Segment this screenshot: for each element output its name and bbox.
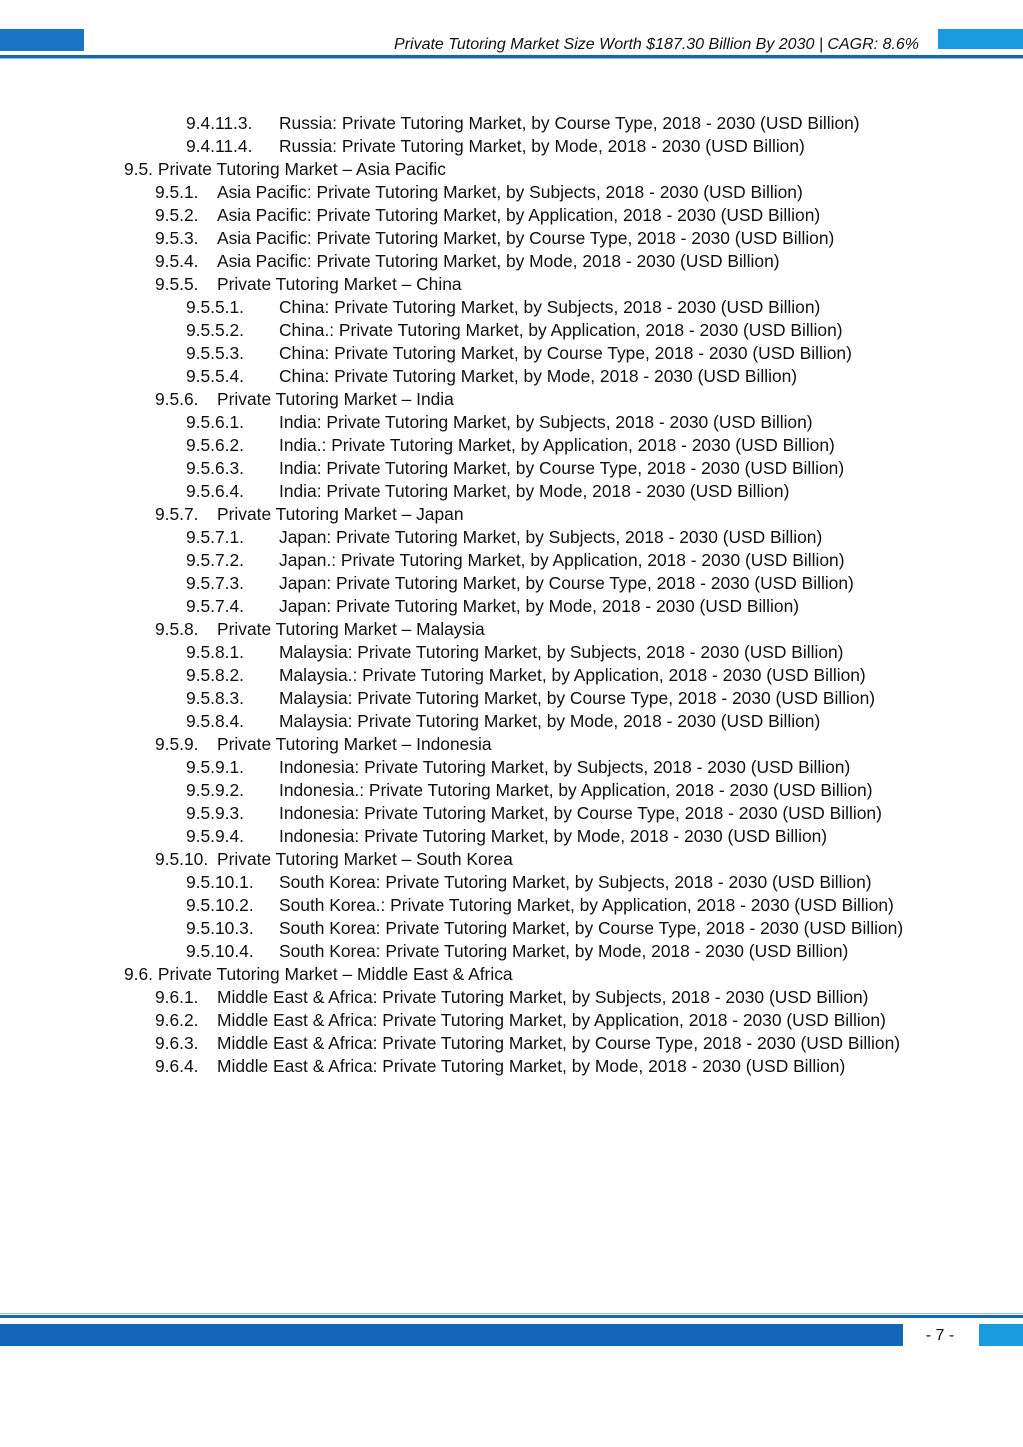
toc-entry [0,825,1023,848]
toc-entry [0,135,1023,158]
toc-entry [0,1009,973,1032]
header-title: Private Tutoring Market Size Worth $187.30 Billion By 2030 | CAGR: 8.6% [394,36,919,53]
toc-entry-title: Japan.: Private Tutoring Market, by Application, 2018 - 2030 (USD Billion) [279,550,845,570]
toc-entry-title: Private Tutoring Market – India [217,389,454,409]
toc-entry [0,687,930,710]
toc-entry-title: Malaysia.: Private Tutoring Market, by Application, 2018 - 2030 (USD Billion) [279,665,866,685]
toc-entry-title: Private Tutoring Market – China [217,274,462,294]
toc-entry-number: 9.6.3. [155,1033,199,1053]
toc-entry [0,779,930,802]
toc-entry-number: 9.5.10.3. [186,918,254,938]
toc-entry-number: 9.5.10. [155,849,209,869]
toc-entry-title: Russia: Private Tutoring Market, by Course Type, 2018 - 2030 (USD Billion) [279,113,860,133]
toc-entry-title: Private Tutoring Market – Japan [217,504,464,524]
toc-entry [0,549,1023,572]
toc-entry-number: 9.5.10.1. [186,872,254,892]
toc-entry-number: 9.5.9.1. [186,757,245,777]
toc-entry-title: Japan: Private Tutoring Market, by Course Type, 2018 - 2030 (USD Billion) [279,573,854,593]
toc-entry-title: Private Tutoring Market – Asia Pacific [157,159,446,179]
toc-entry [0,388,1023,411]
toc-entry-title: China: Private Tutoring Market, by Course Type, 2018 - 2030 (USD Billion) [279,343,852,363]
toc-entry-number: 9.5.8.2. [186,665,245,685]
toc-entry-title: Private Tutoring Market – Indonesia [217,734,492,754]
toc-entry [0,756,1023,779]
toc-entry-number: 9.6.2. [155,1010,199,1030]
toc-entry-number: 9.5.2. [155,205,199,225]
toc-entry-number: 9.5.9.2. [186,780,245,800]
toc-entry-title: India: Private Tutoring Market, by Course Type, 2018 - 2030 (USD Billion) [279,458,845,478]
toc-entry-number: 9.4.11.3. [186,113,253,133]
toc-entry [0,480,1023,503]
toc-entry-title: India.: Private Tutoring Market, by Application, 2018 - 2030 (USD Billion) [279,435,835,455]
toc-entry [0,342,1023,365]
toc-entry-title: Japan: Private Tutoring Market, by Subjects, 2018 - 2030 (USD Billion) [279,527,823,547]
toc-entry [0,296,1023,319]
toc-entry-number: 9.5.5.1. [186,297,245,317]
footer-accent-block [979,1324,1023,1346]
toc-entry-number: 9.5.6.1. [186,412,245,432]
toc-entry-number: 9.5.7.1. [186,527,245,547]
toc-entry-number: 9.5.7. [155,504,199,524]
toc-entry-number: 9.5.6.4. [186,481,245,501]
toc-entry [0,641,1023,664]
toc-entry [0,181,1023,204]
header-rule-light [0,58,1023,59]
toc-entry-title: Malaysia: Private Tutoring Market, by Subjects, 2018 - 2030 (USD Billion) [279,642,844,662]
toc-entry-number: 9.5.7.3. [186,573,245,593]
toc-entry [0,848,1023,871]
toc-entry [0,250,1023,273]
toc-entry-title: Middle East & Africa: Private Tutoring Market, by Subjects, 2018 - 2030 (USD Billion) [217,987,869,1007]
toc-entry [0,1055,1023,1078]
toc-entry [0,503,1023,526]
toc-entry [0,595,1023,618]
toc-entry-title: Private Tutoring Market – Malaysia [217,619,485,639]
toc-entry-number: 9.5.7.2. [186,550,245,570]
toc-entry-number: 9.6.4. [155,1056,199,1076]
toc-entry-title: Middle East & Africa: Private Tutoring Market, by Application, 2018 - 2030 (USD Billion) [217,1010,886,1030]
header-accent-block-left [0,29,84,51]
toc-entry-number: 9.5.5.4. [186,366,245,386]
toc-entry-number: 9.5.6.2. [186,435,245,455]
toc-entry-number: 9.5.8.3. [186,688,245,708]
toc-entry-title: Indonesia: Private Tutoring Market, by Course Type, 2018 - 2030 (USD Billion) [279,803,882,823]
toc-entry-number: 9.5.5. [155,274,199,294]
toc-entry [0,227,1023,250]
toc-entry-number: 9.5.9.4. [186,826,245,846]
toc-entry-title: South Korea.: Private Tutoring Market, by Application, 2018 - 2030 (USD Billion) [279,895,894,915]
toc-entry-number: 9.5.6.3. [186,458,245,478]
toc-entry-number: 9.5.10.4. [186,941,254,961]
toc-entry-number: 9.5. [124,159,154,179]
toc-entry-title: Middle East & Africa: Private Tutoring Market, by Course Type, 2018 - 2030 (USD Billion) [217,1033,901,1053]
toc-entry-number: 9.5.8.1. [186,642,245,662]
toc-entry-title: Middle East & Africa: Private Tutoring Market, by Mode, 2018 - 2030 (USD Billion) [217,1056,846,1076]
footer-rule [0,1315,1023,1318]
header-accent-block-right [938,29,1023,49]
toc-entry [0,434,1023,457]
toc-entry [0,940,1023,963]
toc-entry-title: South Korea: Private Tutoring Market, by Subjects, 2018 - 2030 (USD Billion) [279,872,872,892]
toc-entry-number: 9.5.4. [155,251,199,271]
toc-entry-number: 9.5.8. [155,619,199,639]
toc-entry-title: Asia Pacific: Private Tutoring Market, by Application, 2018 - 2030 (USD Billion) [217,205,821,225]
toc-entry [0,710,1023,733]
table-of-contents [0,112,1023,1078]
toc-entry [0,733,1023,756]
toc-entry-title: Private Tutoring Market – South Korea [217,849,513,869]
toc-entry-number: 9.5.7.4. [186,596,245,616]
toc-entry [0,365,1023,388]
toc-entry [0,894,930,917]
toc-entry [0,986,973,1009]
toc-entry-title: India: Private Tutoring Market, by Mode, 2018 - 2030 (USD Billion) [279,481,790,501]
toc-entry-number: 9.5.10.2. [186,895,254,915]
toc-entry-title: China: Private Tutoring Market, by Mode, 2018 - 2030 (USD Billion) [279,366,798,386]
toc-entry-title: South Korea: Private Tutoring Market, by Mode, 2018 - 2030 (USD Billion) [279,941,849,961]
toc-entry [0,112,1023,135]
toc-entry-number: 9.5.9.3. [186,803,245,823]
toc-entry [0,158,1023,181]
toc-entry-title: Asia Pacific: Private Tutoring Market, by Subjects, 2018 - 2030 (USD Billion) [217,182,803,202]
toc-entry-number: 9.5.8.4. [186,711,245,731]
toc-entry-title: Asia Pacific: Private Tutoring Market, by Mode, 2018 - 2030 (USD Billion) [217,251,780,271]
toc-entry-title: India: Private Tutoring Market, by Subjects, 2018 - 2030 (USD Billion) [279,412,813,432]
toc-entry [0,963,1023,986]
toc-entry [0,664,930,687]
toc-entry-title: Asia Pacific: Private Tutoring Market, by Course Type, 2018 - 2030 (USD Billion) [217,228,835,248]
toc-entry [0,618,1023,641]
toc-entry-title: China.: Private Tutoring Market, by Application, 2018 - 2030 (USD Billion) [279,320,843,340]
page-number: - 7 - [925,1327,955,1344]
toc-entry [0,204,1023,227]
toc-entry [0,319,1023,342]
toc-entry [0,1032,973,1055]
toc-entry-title: Malaysia: Private Tutoring Market, by Course Type, 2018 - 2030 (USD Billion) [279,688,876,708]
toc-entry-number: 9.5.9. [155,734,199,754]
toc-entry-title: Malaysia: Private Tutoring Market, by Mode, 2018 - 2030 (USD Billion) [279,711,821,731]
toc-entry-title: Japan: Private Tutoring Market, by Mode, 2018 - 2030 (USD Billion) [279,596,800,616]
toc-entry [0,917,930,940]
toc-entry-title: Private Tutoring Market – Middle East & Africa [157,964,513,984]
toc-entry-title: Indonesia: Private Tutoring Market, by Mode, 2018 - 2030 (USD Billion) [279,826,828,846]
toc-entry-number: 9.5.5.3. [186,343,245,363]
footer-bar [0,1324,903,1346]
toc-entry-title: China: Private Tutoring Market, by Subjects, 2018 - 2030 (USD Billion) [279,297,821,317]
toc-entry [0,572,1023,595]
toc-entry [0,871,930,894]
toc-entry [0,457,1023,480]
toc-entry [0,273,1023,296]
toc-entry-number: 9.5.1. [155,182,199,202]
toc-entry-number: 9.5.3. [155,228,199,248]
toc-entry-number: 9.6. [124,964,154,984]
toc-entry-title: Russia: Private Tutoring Market, by Mode, 2018 - 2030 (USD Billion) [279,136,805,156]
footer-rule-light [0,1313,1023,1314]
toc-entry-number: 9.4.11.4. [186,136,253,156]
toc-entry-title: Indonesia.: Private Tutoring Market, by Application, 2018 - 2030 (USD Billion) [279,780,873,800]
toc-entry-title: Indonesia: Private Tutoring Market, by Subjects, 2018 - 2030 (USD Billion) [279,757,851,777]
toc-entry-title: South Korea: Private Tutoring Market, by Course Type, 2018 - 2030 (USD Billion) [279,918,904,938]
toc-entry [0,411,1023,434]
toc-entry-number: 9.6.1. [155,987,199,1007]
toc-entry [0,802,930,825]
toc-entry [0,526,1023,549]
toc-entry-number: 9.5.5.2. [186,320,245,340]
toc-entry-number: 9.5.6. [155,389,199,409]
